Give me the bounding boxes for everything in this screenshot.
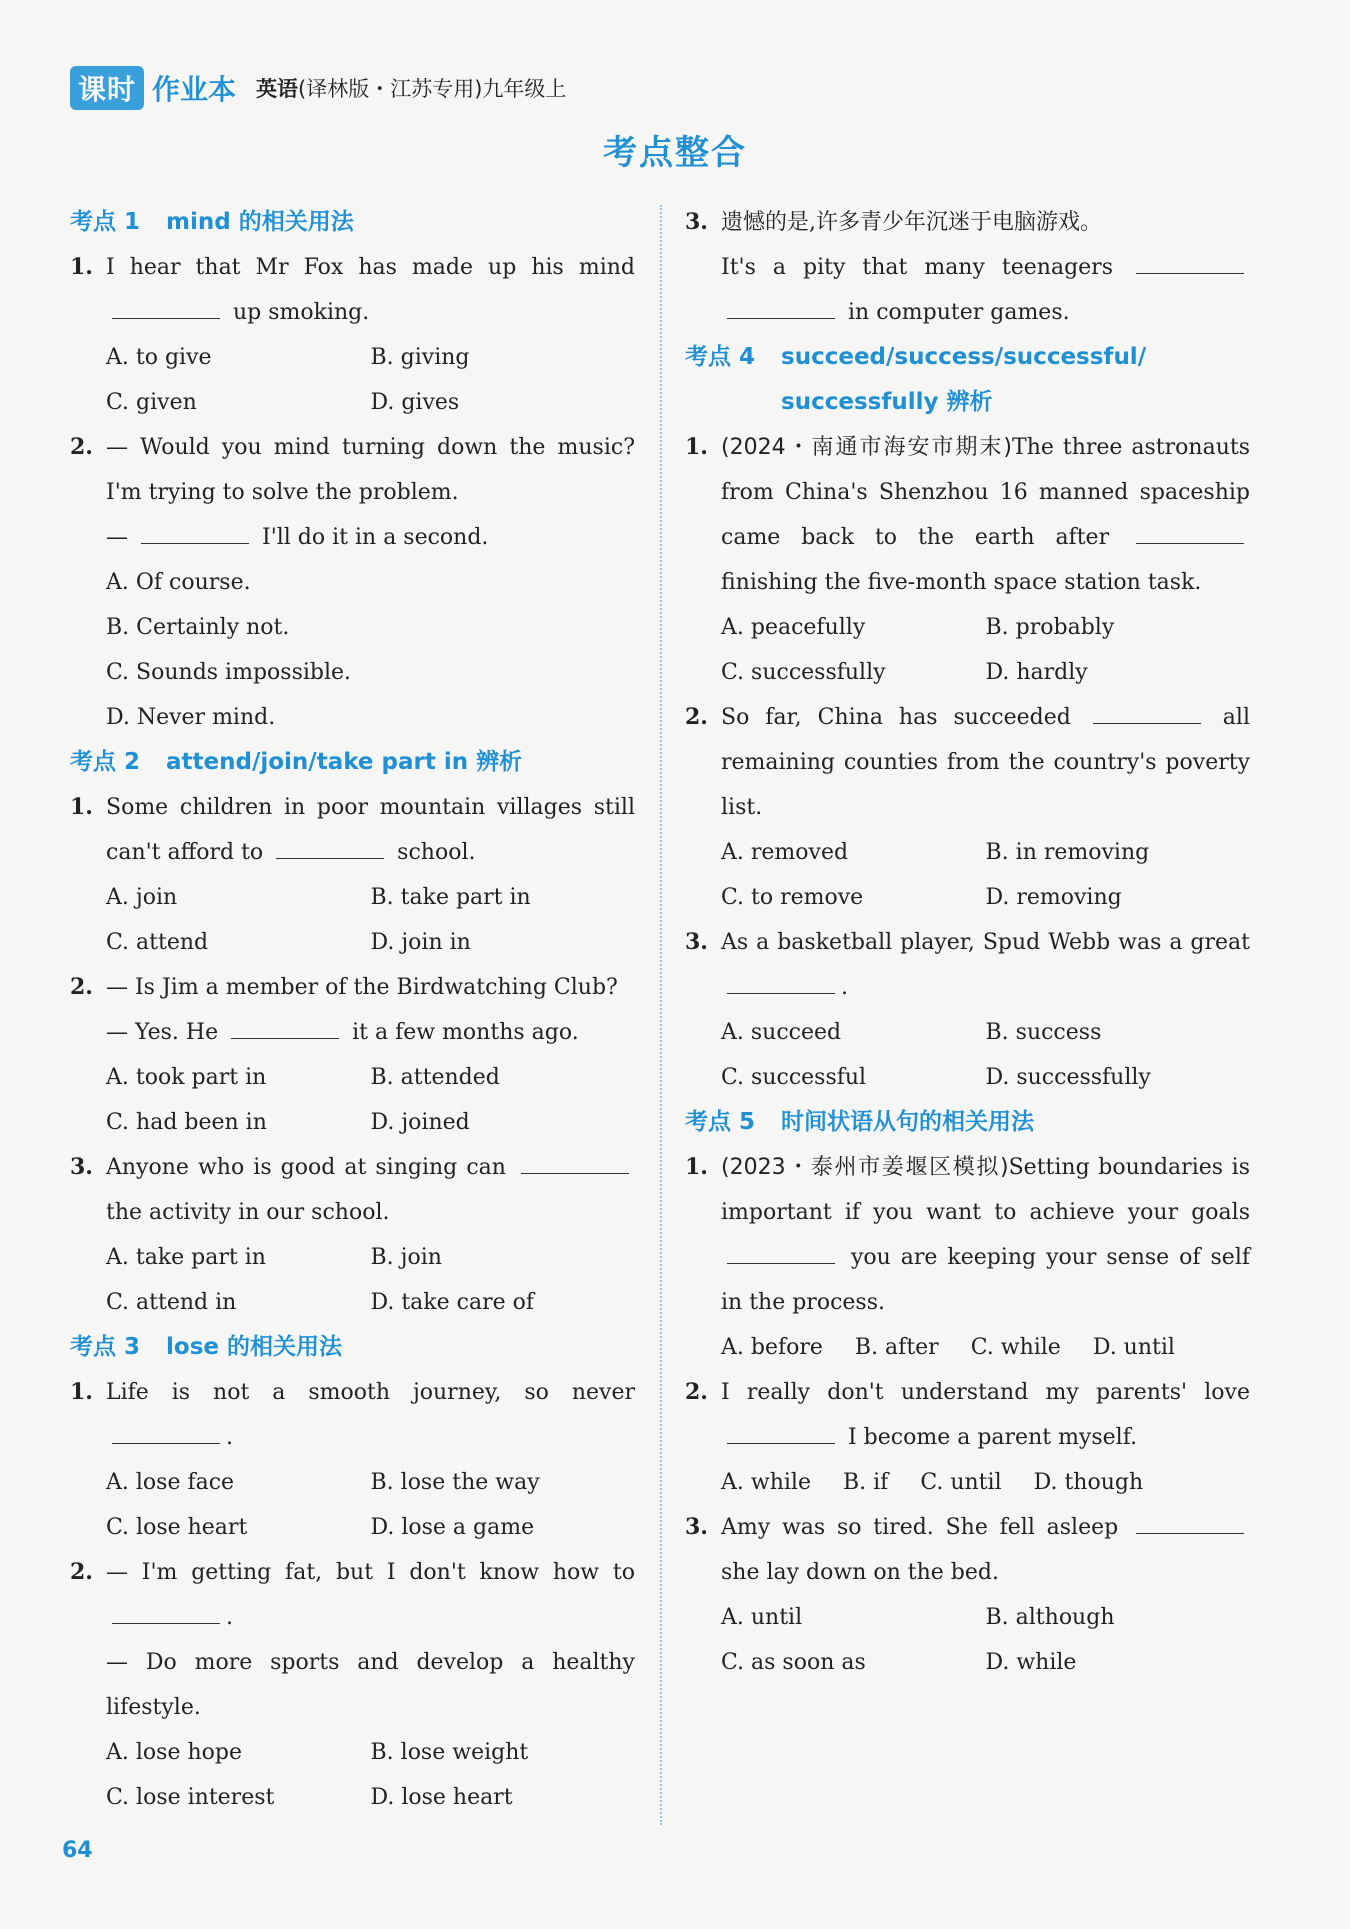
answer-blank[interactable]: [727, 1262, 835, 1264]
option[interactable]: D. successfully: [985, 1065, 1151, 1090]
option[interactable]: B. take part in: [370, 885, 531, 910]
section-heading: 考点 3 lose 的相关用法: [70, 1334, 342, 1360]
option[interactable]: B. lose the way: [370, 1470, 540, 1495]
option[interactable]: B. success: [985, 1020, 1102, 1045]
options: [685, 1460, 1250, 1505]
option[interactable]: A. succeed: [721, 1020, 842, 1045]
option[interactable]: C. while: [970, 1335, 1061, 1360]
book-header: [70, 66, 566, 110]
option[interactable]: B. Certainly not.: [106, 615, 290, 640]
logo-text: 作业本: [152, 73, 237, 106]
option[interactable]: D. though: [1033, 1470, 1144, 1495]
answer-blank[interactable]: [141, 542, 249, 544]
options: [685, 605, 1250, 695]
question: 3. As a basketball player, Spud Webb was a great .: [685, 929, 1250, 1000]
answer-blank[interactable]: [1136, 272, 1244, 274]
option[interactable]: B. after: [854, 1335, 939, 1360]
option[interactable]: B. lose weight: [370, 1740, 529, 1765]
option[interactable]: B. although: [985, 1605, 1115, 1630]
option[interactable]: A. until: [721, 1605, 803, 1630]
section-heading: 考点 5 时间状语从句的相关用法: [685, 1109, 1035, 1135]
option[interactable]: D. until: [1092, 1335, 1175, 1360]
option[interactable]: D. join in: [370, 930, 471, 955]
options: [685, 830, 1250, 920]
option[interactable]: A. lose face: [106, 1470, 235, 1495]
option[interactable]: C. given: [106, 390, 197, 415]
option[interactable]: C. as soon as: [721, 1650, 866, 1675]
question: 2. So far, China has succeeded all remaining counties from the country's poverty list.: [685, 704, 1250, 820]
option[interactable]: B. attended: [370, 1065, 500, 1090]
page-title: 考点整合: [603, 133, 747, 173]
option[interactable]: D. Never mind.: [106, 705, 276, 730]
option[interactable]: B. in removing: [985, 840, 1150, 865]
option[interactable]: D. take care of: [370, 1290, 534, 1315]
answer-blank[interactable]: [112, 1442, 220, 1444]
section-heading: 考点 4 succeed/success/successful/ successfully 辨析: [685, 344, 1147, 415]
answer-blank[interactable]: [727, 1442, 835, 1444]
option[interactable]: A. peacefully: [721, 615, 866, 640]
right-column: [685, 200, 1250, 1685]
option[interactable]: B. if: [842, 1470, 889, 1495]
option[interactable]: D. gives: [370, 390, 460, 415]
options: [70, 560, 635, 740]
option[interactable]: C. successfully: [721, 660, 886, 685]
options: [70, 875, 635, 965]
option[interactable]: B. join: [370, 1245, 442, 1270]
answer-blank[interactable]: [1093, 722, 1201, 724]
option[interactable]: D. lose a game: [370, 1515, 535, 1540]
section-heading: 考点 1 mind 的相关用法: [70, 209, 354, 235]
option[interactable]: C. until: [920, 1470, 1002, 1495]
question: 2. I really don't understand my parents' love I become a parent myself.: [685, 1379, 1250, 1450]
question: 3. 遗憾的是,许多青少年沉迷于电脑游戏。 It's a pity that many teenagers in computer games.: [685, 200, 1250, 335]
answer-blank[interactable]: [1136, 1532, 1244, 1534]
question: 2. — Would you mind turning down the music? I'm trying to solve the problem. — I'll do it in a second.: [70, 434, 635, 550]
option[interactable]: A. lose hope: [106, 1740, 242, 1765]
answer-blank[interactable]: [231, 1037, 339, 1039]
column-divider: [660, 205, 662, 1825]
answer-blank[interactable]: [276, 857, 384, 859]
option[interactable]: C. lose interest: [106, 1785, 275, 1810]
options: [70, 1730, 635, 1820]
question: 2. — Is Jim a member of the Birdwatching Club? — Yes. He it a few months ago.: [70, 974, 618, 1045]
subject-line: 英语(译林版・江苏专用)九年级上: [256, 77, 567, 101]
answer-blank[interactable]: [727, 317, 835, 319]
option[interactable]: A. took part in: [106, 1065, 267, 1090]
options: [70, 1235, 635, 1325]
option[interactable]: A. take part in: [106, 1245, 266, 1270]
answer-blank[interactable]: [727, 992, 835, 994]
options: [70, 335, 635, 425]
option[interactable]: D. while: [985, 1650, 1077, 1675]
option[interactable]: D. hardly: [985, 660, 1088, 685]
option[interactable]: A. Of course.: [106, 570, 251, 595]
option[interactable]: B. giving: [370, 345, 470, 370]
option[interactable]: D. lose heart: [370, 1785, 513, 1810]
question: 1. (2023・泰州市姜堰区模拟)Setting boundaries is important if you want to achieve your goals you are keeping your sense of self in the process.: [685, 1154, 1250, 1315]
question: 3. Amy was so tired. She fell asleep she lay down on the bed.: [685, 1505, 1250, 1595]
option[interactable]: D. removing: [985, 885, 1122, 910]
answer-blank[interactable]: [112, 317, 220, 319]
option[interactable]: C. to remove: [721, 885, 864, 910]
option[interactable]: C. attend in: [106, 1290, 237, 1315]
answer-blank[interactable]: [1136, 542, 1244, 544]
page-number: 64: [62, 1838, 93, 1863]
question: 1. Some children in poor mountain villages still can't afford to school.: [70, 794, 635, 865]
options: [70, 1055, 635, 1145]
option[interactable]: D. joined: [370, 1110, 470, 1135]
left-column: [70, 200, 635, 1820]
question: 1. I hear that Mr Fox has made up his mind up smoking.: [70, 254, 635, 325]
options: [685, 1325, 1250, 1370]
logo-box: 课时: [70, 66, 144, 110]
option[interactable]: C. successful: [721, 1065, 867, 1090]
question: 1. (2024・南通市海安市期末)The three astronauts from China's Shenzhou 16 manned spaceship came back to the earth after finishing the five-month space station task.: [685, 434, 1250, 595]
question: 3. Anyone who is good at singing can the activity in our school.: [70, 1145, 635, 1235]
options: [685, 1010, 1250, 1100]
question: 1. Life is not a smooth journey, so never .: [70, 1379, 635, 1450]
question: 2. — I'm getting fat, but I don't know how to . — Do more sports and develop a healthy lifestyle.: [70, 1559, 635, 1720]
option[interactable]: B. probably: [985, 615, 1115, 640]
option[interactable]: A. while: [721, 1470, 811, 1495]
option[interactable]: A. before: [721, 1335, 823, 1360]
options: [685, 1595, 1250, 1685]
section-heading: 考点 2 attend/join/take part in 辨析: [70, 749, 523, 775]
answer-blank[interactable]: [521, 1172, 629, 1174]
option[interactable]: C. Sounds impossible.: [106, 660, 352, 685]
options: [70, 1460, 635, 1550]
option[interactable]: C. lose heart: [106, 1515, 248, 1540]
option[interactable]: A. to give: [106, 345, 212, 370]
option[interactable]: A. join: [106, 885, 178, 910]
answer-blank[interactable]: [112, 1622, 220, 1624]
option[interactable]: A. removed: [721, 840, 849, 865]
option[interactable]: C. attend: [106, 930, 209, 955]
option[interactable]: C. had been in: [106, 1110, 267, 1135]
